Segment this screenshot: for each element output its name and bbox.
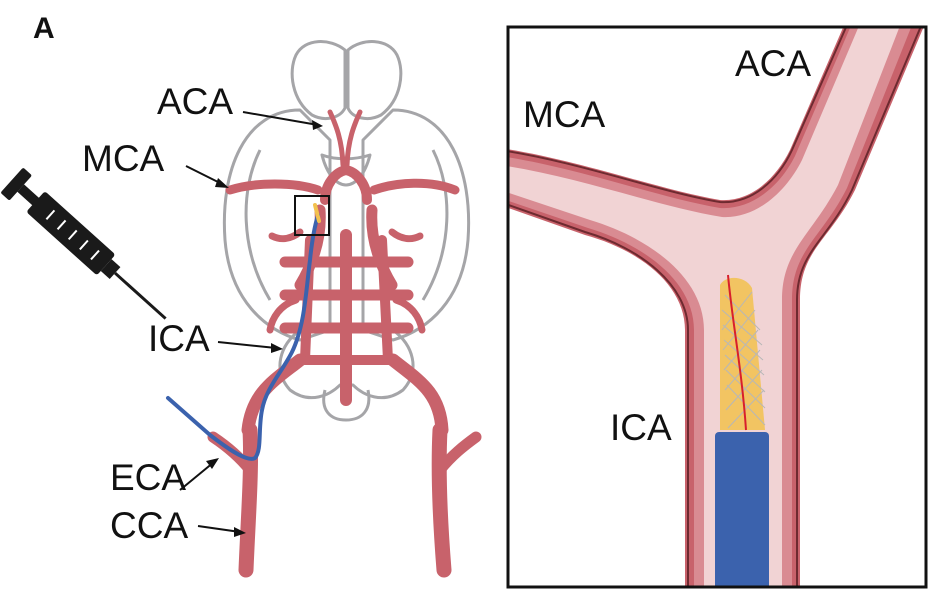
inset-label-ica: ICA [610, 407, 672, 448]
inset-label-aca: ACA [735, 43, 812, 84]
label-cca: CCA [110, 505, 189, 546]
inset-label-mca: MCA [523, 94, 606, 135]
label-mca: MCA [82, 138, 165, 179]
panel-letter: A [33, 12, 55, 45]
cerebral-arteries [213, 112, 476, 570]
inset-panel [500, 0, 935, 595]
label-aca: ACA [157, 81, 234, 122]
syringe-icon [0, 167, 177, 331]
label-ica: ICA [148, 318, 210, 359]
inset-catheter [715, 432, 769, 595]
label-eca: ECA [110, 457, 187, 498]
